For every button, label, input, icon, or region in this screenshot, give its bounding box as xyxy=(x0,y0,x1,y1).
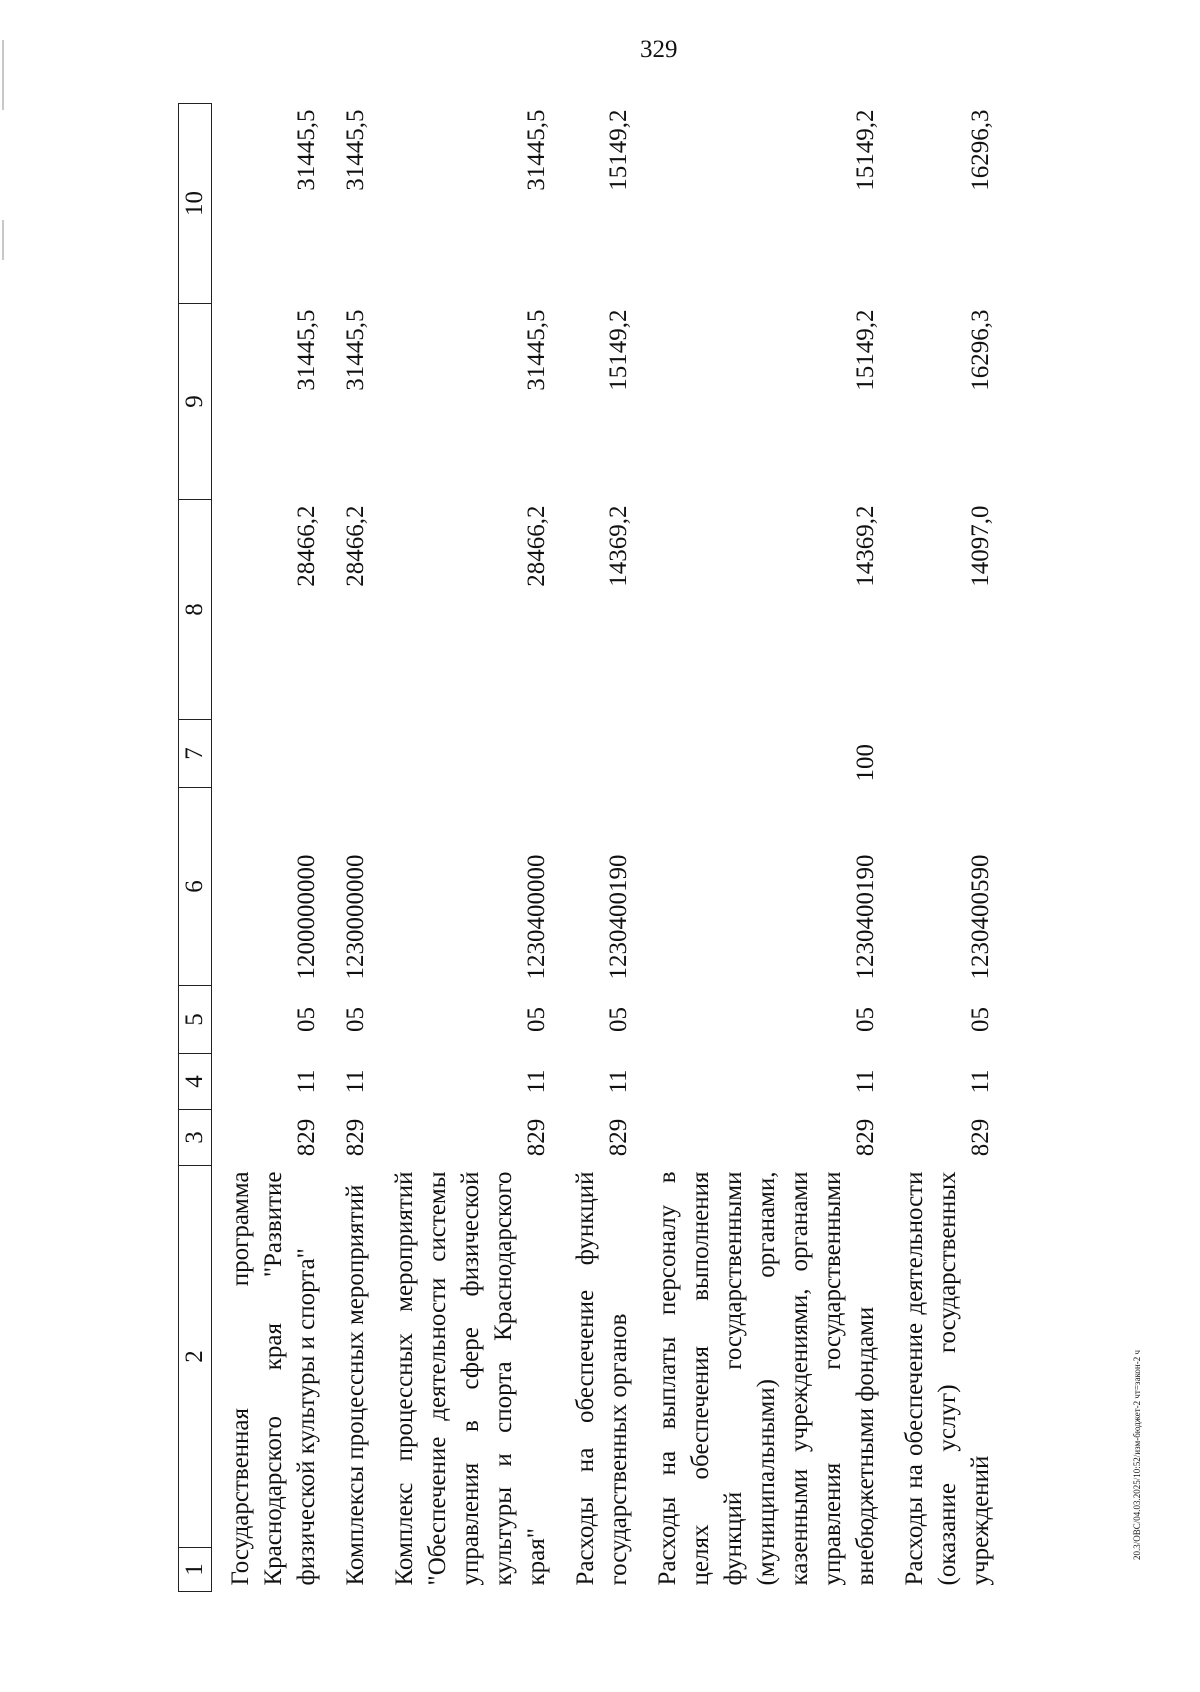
cell-col-4: 11 xyxy=(342,1069,369,1094)
cell-col-6: 1230000000 xyxy=(342,854,369,980)
cell-col-3: 829 xyxy=(293,1118,320,1157)
row-name: Государственная программа Краснодарского края "Развитие физической культуры и спорта" xyxy=(227,1171,320,1586)
cell-col-4: 11 xyxy=(852,1069,879,1094)
cell-col-6: 1230400190 xyxy=(852,854,879,980)
budget-table xyxy=(178,103,1001,1592)
cell-col-8: 28466,2 xyxy=(342,505,369,587)
cell-col-9: 31445,5 xyxy=(523,309,550,391)
header-cell-7: 7 xyxy=(179,720,212,788)
cell-col-4: 11 xyxy=(605,1069,632,1094)
cell-col-10: 31445,5 xyxy=(523,109,550,191)
header-cell-1: 1 xyxy=(179,1548,212,1592)
cell-col-8: 28466,2 xyxy=(293,505,320,587)
cell-col-9: 16296,3 xyxy=(967,309,994,391)
header-row xyxy=(179,104,212,1592)
cell-col-3: 829 xyxy=(523,1118,550,1157)
table-row xyxy=(557,104,639,1592)
cell-col-6: 1230400190 xyxy=(605,854,632,980)
cell-col-10: 16296,3 xyxy=(967,109,994,191)
header-cell-4: 4 xyxy=(179,1054,212,1110)
cell-col-7 xyxy=(212,720,328,788)
cell-col-5: 05 xyxy=(342,1007,369,1032)
table-row xyxy=(639,104,886,1592)
cell-col-10: 15149,2 xyxy=(605,109,632,191)
header-cell-8: 8 xyxy=(179,500,212,720)
cell-col-7 xyxy=(327,720,376,788)
cell-col-8: 28466,2 xyxy=(523,505,550,587)
cell-col-3: 829 xyxy=(967,1118,994,1157)
table-row xyxy=(327,104,376,1592)
cell-col-8: 14097,0 xyxy=(967,505,994,587)
table-row xyxy=(376,104,557,1592)
cell-col-8: 14369,2 xyxy=(605,505,632,587)
header-cell-5: 5 xyxy=(179,986,212,1054)
cell-col-7: 100 xyxy=(852,744,879,782)
cell-col-8: 14369,2 xyxy=(852,505,879,587)
cell-col-10: 31445,5 xyxy=(342,109,369,191)
row-name: Расходы на выплаты персоналу в целях обеспечения выполнения функций государственными (муниципальными) органами, казенными учреждениями, органами управления государственными внебюджетными фондами xyxy=(654,1171,879,1586)
rotated-table-region xyxy=(178,104,1118,1592)
cell-col-3: 829 xyxy=(605,1118,632,1157)
cell-col-6: 1230400000 xyxy=(523,854,550,980)
document-footer-code: 20.3/ОВС/04.03.2025/10:52/изм-бюджет-2 чт=закон-2 ч xyxy=(1132,1350,1142,1560)
cell-col-3: 829 xyxy=(342,1118,369,1157)
cell-col-7 xyxy=(886,720,1001,788)
cell-col-7 xyxy=(376,720,557,788)
cell-col-9: 15149,2 xyxy=(605,309,632,391)
cell-col-5: 05 xyxy=(605,1007,632,1032)
cell-col-5: 05 xyxy=(967,1007,994,1032)
cell-col-5: 05 xyxy=(293,1007,320,1032)
table-row xyxy=(886,104,1001,1592)
header-cell-3: 3 xyxy=(179,1110,212,1166)
cell-col-6: 1200000000 xyxy=(293,854,320,980)
cell-col-4: 11 xyxy=(293,1069,320,1094)
cell-col-10: 31445,5 xyxy=(293,109,320,191)
scan-edge-mark xyxy=(2,220,4,260)
cell-col-6: 1230400590 xyxy=(967,854,994,980)
row-name: Комплекс процессных мероприятий "Обеспечение деятельности системы управления в сфере физической культуры и спорта Краснодарского края" xyxy=(391,1171,550,1586)
scan-edge-mark xyxy=(2,40,4,110)
cell-col-10: 15149,2 xyxy=(852,109,879,191)
cell-col-5: 05 xyxy=(523,1007,550,1032)
row-name: Расходы на обеспечение деятельности (оказание услуг) государственных учреждений xyxy=(901,1171,994,1586)
cell-col-9: 31445,5 xyxy=(293,309,320,391)
header-cell-6: 6 xyxy=(179,788,212,986)
cell-col-4: 11 xyxy=(967,1069,994,1094)
cell-col-9: 31445,5 xyxy=(342,309,369,391)
row-name: Комплексы процессных мероприятий xyxy=(342,1184,369,1586)
cell-col-3: 829 xyxy=(852,1118,879,1157)
cell-col-7 xyxy=(557,720,639,788)
header-cell-10: 10 xyxy=(179,104,212,304)
page-number: 329 xyxy=(640,36,678,63)
header-cell-2: 2 xyxy=(179,1166,212,1548)
header-cell-9: 9 xyxy=(179,304,212,500)
table-row xyxy=(212,104,328,1592)
row-name: Расходы на обеспечение функций государственных органов xyxy=(572,1171,632,1586)
cell-col-5: 05 xyxy=(852,1007,879,1032)
cell-col-9: 15149,2 xyxy=(852,309,879,391)
cell-col-4: 11 xyxy=(523,1069,550,1094)
